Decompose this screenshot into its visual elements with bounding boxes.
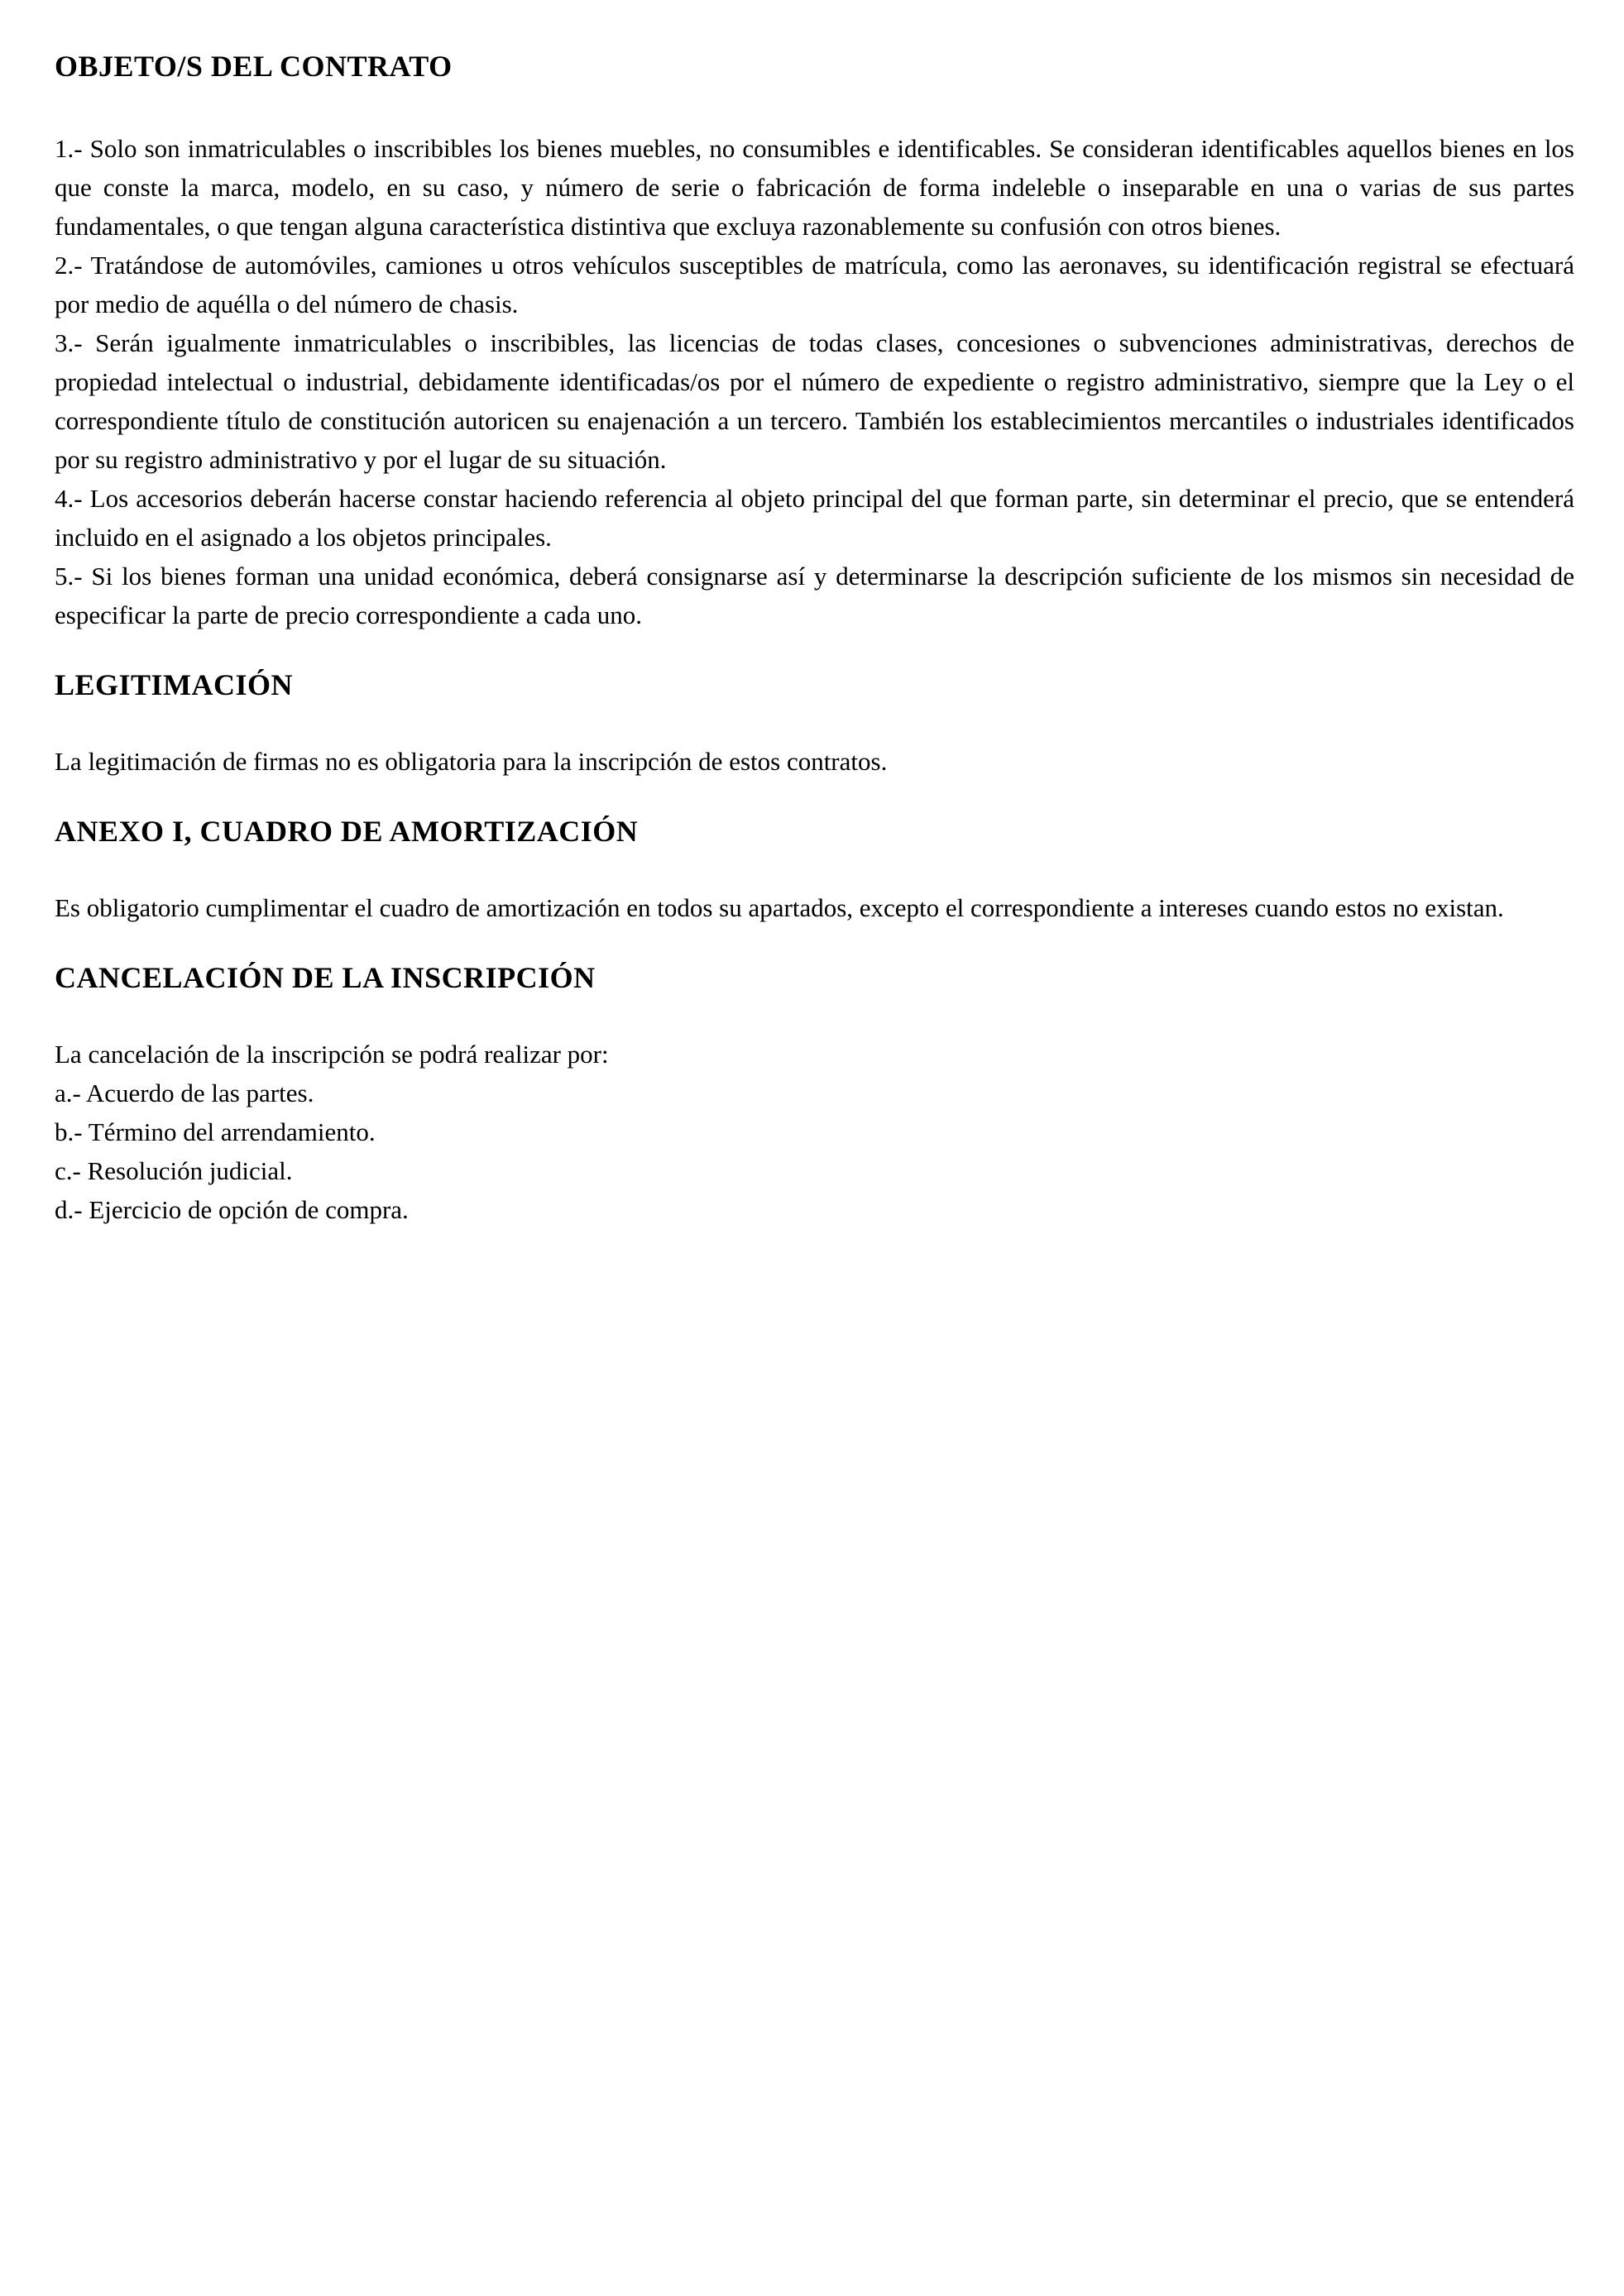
paragraph-item-4: 4.- Los accesorios deberán hacerse constar haciendo referencia al objeto principal del que forman parte, sin determinar el precio, que se entenderá incluido en el asignado a los objetos principales. <box>55 484 1574 552</box>
list-item-a: a.- Acuerdo de las partes. <box>55 1079 314 1107</box>
section-cancelacion-inscripcion <box>55 959 1574 1229</box>
section-anexo-amortizacion <box>55 812 1574 927</box>
cancelacion-list <box>55 1074 1574 1229</box>
paragraph-cancelacion-intro: La cancelación de la inscripción se podrá realizar por: <box>55 1040 609 1069</box>
section-heading-anexo: ANEXO I, CUADRO DE AMORTIZACIÓN <box>55 815 639 848</box>
paragraph-item-2: 2.- Tratándose de automóviles, camiones u otros vehículos susceptibles de matrícula, como las aeronaves, su identificación registral se efectuará por medio de aquélla o del número de chasis. <box>55 251 1574 318</box>
section-body-anexo <box>55 888 1574 927</box>
paragraph-item-1: 1.- Solo son inmatriculables o inscribibles los bienes muebles, no consumibles e identificables. Se consideran identificables aquellos bienes en los que conste la marca, modelo, en su caso, y número de serie o fabricación de forma indeleble o inseparable en una o varias de sus partes fundamentales, o que tengan alguna característica distintiva que excluya razonablemente su confusión con otros bienes. <box>55 134 1574 241</box>
list-item-c: c.- Resolución judicial. <box>55 1156 293 1185</box>
section-heading-legitimacion: LEGITIMACIÓN <box>55 668 294 701</box>
section-heading-cancelacion: CANCELACIÓN DE LA INSCRIPCIÓN <box>55 961 596 994</box>
section-body-legitimacion <box>55 742 1574 781</box>
list-item-b: b.- Término del arrendamiento. <box>55 1117 376 1146</box>
section-objeto-del-contrato <box>55 47 1574 634</box>
section-body-objeto <box>55 129 1574 634</box>
section-body-cancelacion <box>55 1035 1574 1229</box>
paragraph-legitimacion: La legitimación de firmas no es obligatoria para la inscripción de estos contratos. <box>55 747 888 776</box>
list-item-d: d.- Ejercicio de opción de compra. <box>55 1195 409 1224</box>
paragraph-item-5: 5.- Si los bienes forman una unidad económica, deberá consignarse así y determinarse la descripción suficiente de los mismos sin necesidad de especificar la parte de precio correspondiente a cada uno. <box>55 562 1574 629</box>
paragraph-item-3: 3.- Serán igualmente inmatriculables o inscribibles, las licencias de todas clases, concesiones o subvenciones administrativas, derechos de propiedad intelectual o industrial, debidamente identificadas/os por el número de expediente o registro administrativo, siempre que la Ley o el correspondiente título de constitución autoricen su enajenación a un tercero. También los establecimientos mercantiles o industriales identificados por su registro administrativo y por el lugar de su situación. <box>55 328 1574 474</box>
section-legitimacion <box>55 666 1574 781</box>
paragraph-anexo: Es obligatorio cumplimentar el cuadro de amortización en todos su apartados, excepto el correspondiente a intereses cuando estos no existan. <box>55 893 1504 922</box>
section-heading-objeto: OBJETO/S DEL CONTRATO <box>55 50 453 83</box>
